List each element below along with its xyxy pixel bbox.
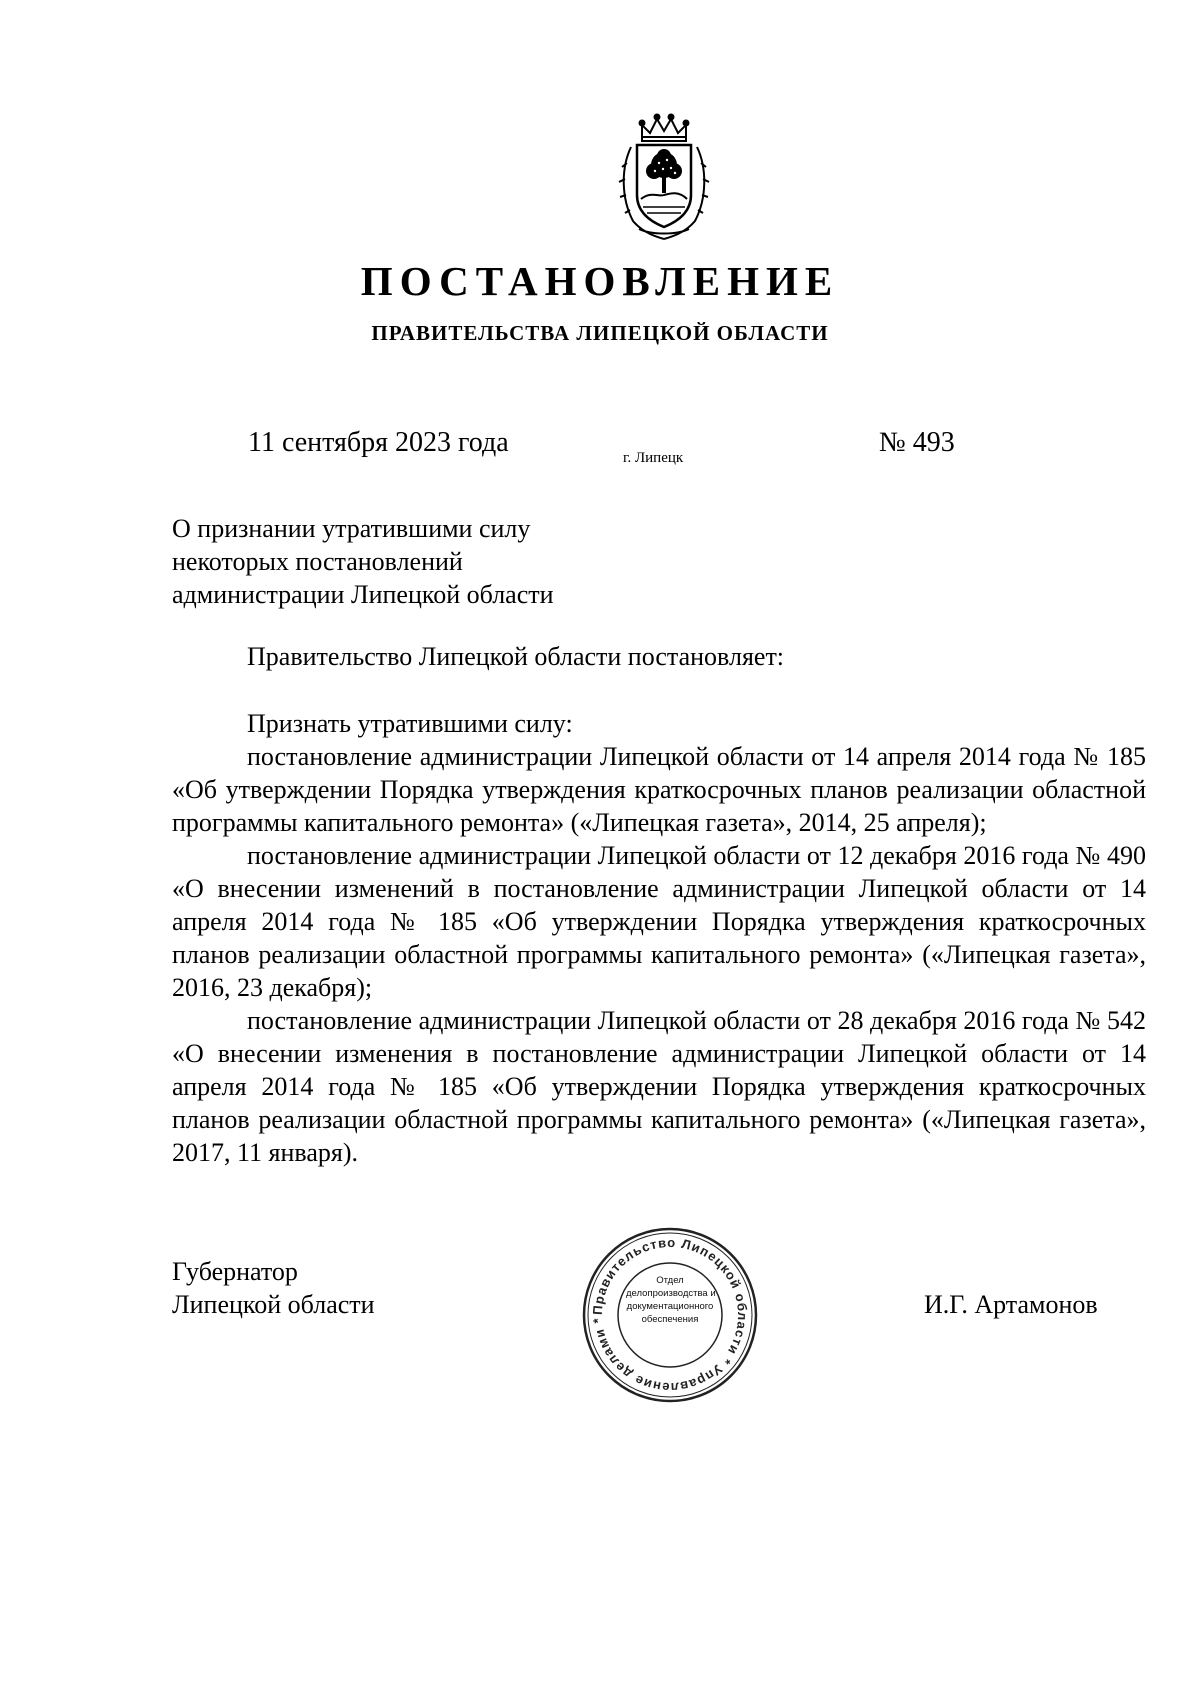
subject-line: администрации Липецкой области (172, 580, 554, 609)
stamp-inner-line: документационного (626, 1301, 714, 1312)
resolution-body (172, 707, 1146, 1169)
stamp-inner-line: делопроизводства и (626, 1288, 716, 1299)
repealed-item: постановление администрации Липецкой области от 28 декабря 2016 года № 542 «О внесении изменения в постановление администрации Липецкой области от 14 апреля 2014 года № 185 «Об утверждении Порядка утверждения краткосрочных планов реализации областной программы капитального ремонта» («Липецкая газета», 2017, 11 января). (172, 1006, 1146, 1167)
subject-line: О признании утратившими силу (172, 514, 531, 543)
signatory-name: И.Г. Артамонов (924, 1290, 1098, 1319)
document-city: г. Липецк (623, 450, 684, 466)
signatory-title (172, 1255, 375, 1321)
resolution-intro: Признать утратившими силу: (247, 709, 573, 738)
repealed-item: постановление администрации Липецкой области от 12 декабря 2016 года № 490 «О внесении изменений в постановление администрации Липецкой области от 14 апреля 2014 года № 185 «Об утверждении Порядка утверждения краткосрочных планов реализации областной программы капитального ремонта» («Липецкая газета», 2016, 23 декабря); (172, 841, 1146, 1002)
issuing-authority: ПРАВИТЕЛЬСТВА ЛИПЕЦКОЙ ОБЛАСТИ (371, 321, 829, 345)
stamp-inner-line: обеспечения (641, 1314, 699, 1325)
signatory-title-line: Липецкой области (172, 1290, 375, 1319)
document-date: 11 сентября 2023 года (248, 427, 509, 458)
coat-of-arms-icon (617, 113, 711, 243)
stamp-inner-line: Отдел (656, 1275, 684, 1286)
subject-line: некоторых постановлений (172, 547, 463, 576)
document-subject (172, 512, 554, 611)
stamp-inner-text (626, 1274, 714, 1326)
preamble: Правительство Липецкой области постановляет: (247, 642, 785, 671)
stamp-outer-text: Правительство Липецкой области * Управление делами * (589, 1234, 751, 1396)
document-number: № 493 (879, 427, 955, 458)
signatory-title-line: Губернатор (172, 1257, 298, 1286)
document-type-title: ПОСТАНОВЛЕНИЕ (360, 258, 840, 304)
repealed-item: постановление администрации Липецкой области от 14 апреля 2014 года № 185 «Об утверждении Порядка утверждения краткосрочных планов реализации областной программы капитального ремонта» («Липецкая газета», 2014, 25 апреля); (172, 742, 1146, 837)
